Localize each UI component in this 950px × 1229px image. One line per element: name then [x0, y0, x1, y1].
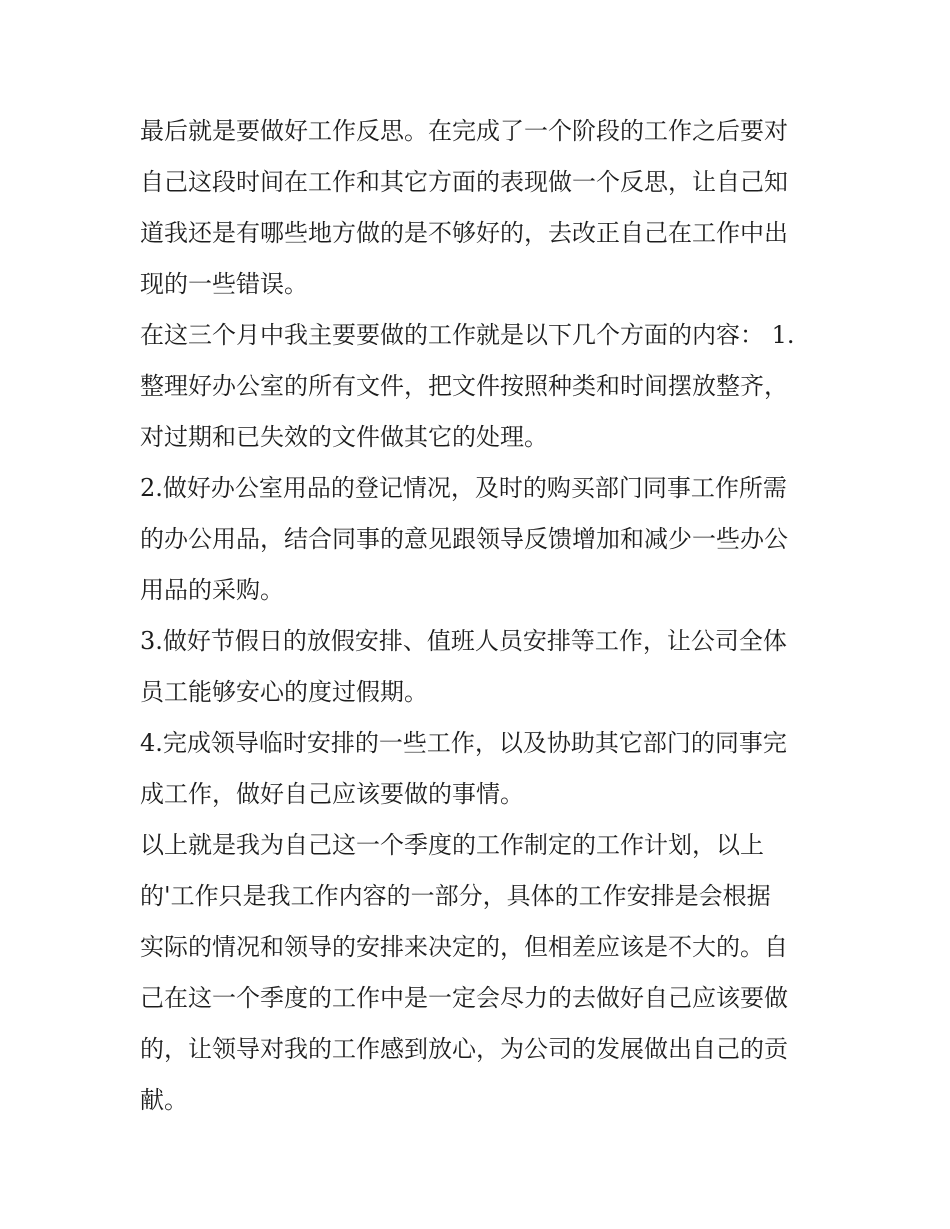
- text-line: 2.做好办公室用品的登记情况，及时的购买部门同事工作所需: [140, 474, 787, 502]
- text-line: 4.完成领导临时安排的一些工作，以及协助其它部门的同事完: [140, 729, 787, 757]
- text-line: 整理好办公室的所有文件，把文件按照种类和时间摆放整齐，: [140, 372, 788, 400]
- text-line: 最后就是要做好工作反思。在完成了一个阶段的工作之后要对: [140, 117, 788, 145]
- paragraph-item-4: [140, 718, 815, 820]
- text-line: 的办公用品，结合同事的意见跟领导反馈增加和减少一些办公: [140, 525, 788, 553]
- text-line: 道我还是有哪些地方做的是不够好的，去改正自己在工作中出: [140, 219, 788, 247]
- text-line: 以上就是我为自己这一个季度的工作制定的工作计划，以上: [140, 831, 764, 859]
- text-line: 自己这段时间在工作和其它方面的表现做一个反思，让自己知: [140, 168, 788, 196]
- text-line: 对过期和已失效的文件做其它的处理。: [140, 423, 548, 451]
- text-line: 的，让领导对我的工作感到放心，为公司的发展做出自己的贡: [140, 1035, 788, 1063]
- text-line: 的'工作只是我工作内容的一部分，具体的工作安排是会根据: [140, 882, 771, 910]
- text-line: 实际的情况和领导的安排来决定的，但相差应该是不大的。自: [140, 933, 788, 961]
- paragraph-item-3: [140, 616, 815, 718]
- text-line: 员工能够安心的度过假期。: [140, 678, 428, 706]
- text-line: 己在这一个季度的工作中是一定会尽力的去做好自己应该要做: [140, 984, 788, 1012]
- text-line: 在这三个月中我主要要做的工作就是以下几个方面的内容： 1.: [140, 321, 795, 349]
- document-body: [140, 106, 815, 1126]
- text-line: 现的一些错误。: [140, 270, 308, 298]
- text-line: 3.做好节假日的放假安排、值班人员安排等工作，让公司全体: [140, 627, 787, 655]
- paragraph-item-2: [140, 463, 815, 616]
- text-line: 成工作，做好自己应该要做的事情。: [140, 780, 524, 808]
- paragraph-plan-intro: [140, 310, 815, 463]
- paragraph-summary: [140, 820, 815, 1126]
- text-line: 献。: [140, 1086, 188, 1114]
- text-line: 用品的采购。: [140, 576, 284, 604]
- paragraph-reflection: [140, 106, 815, 310]
